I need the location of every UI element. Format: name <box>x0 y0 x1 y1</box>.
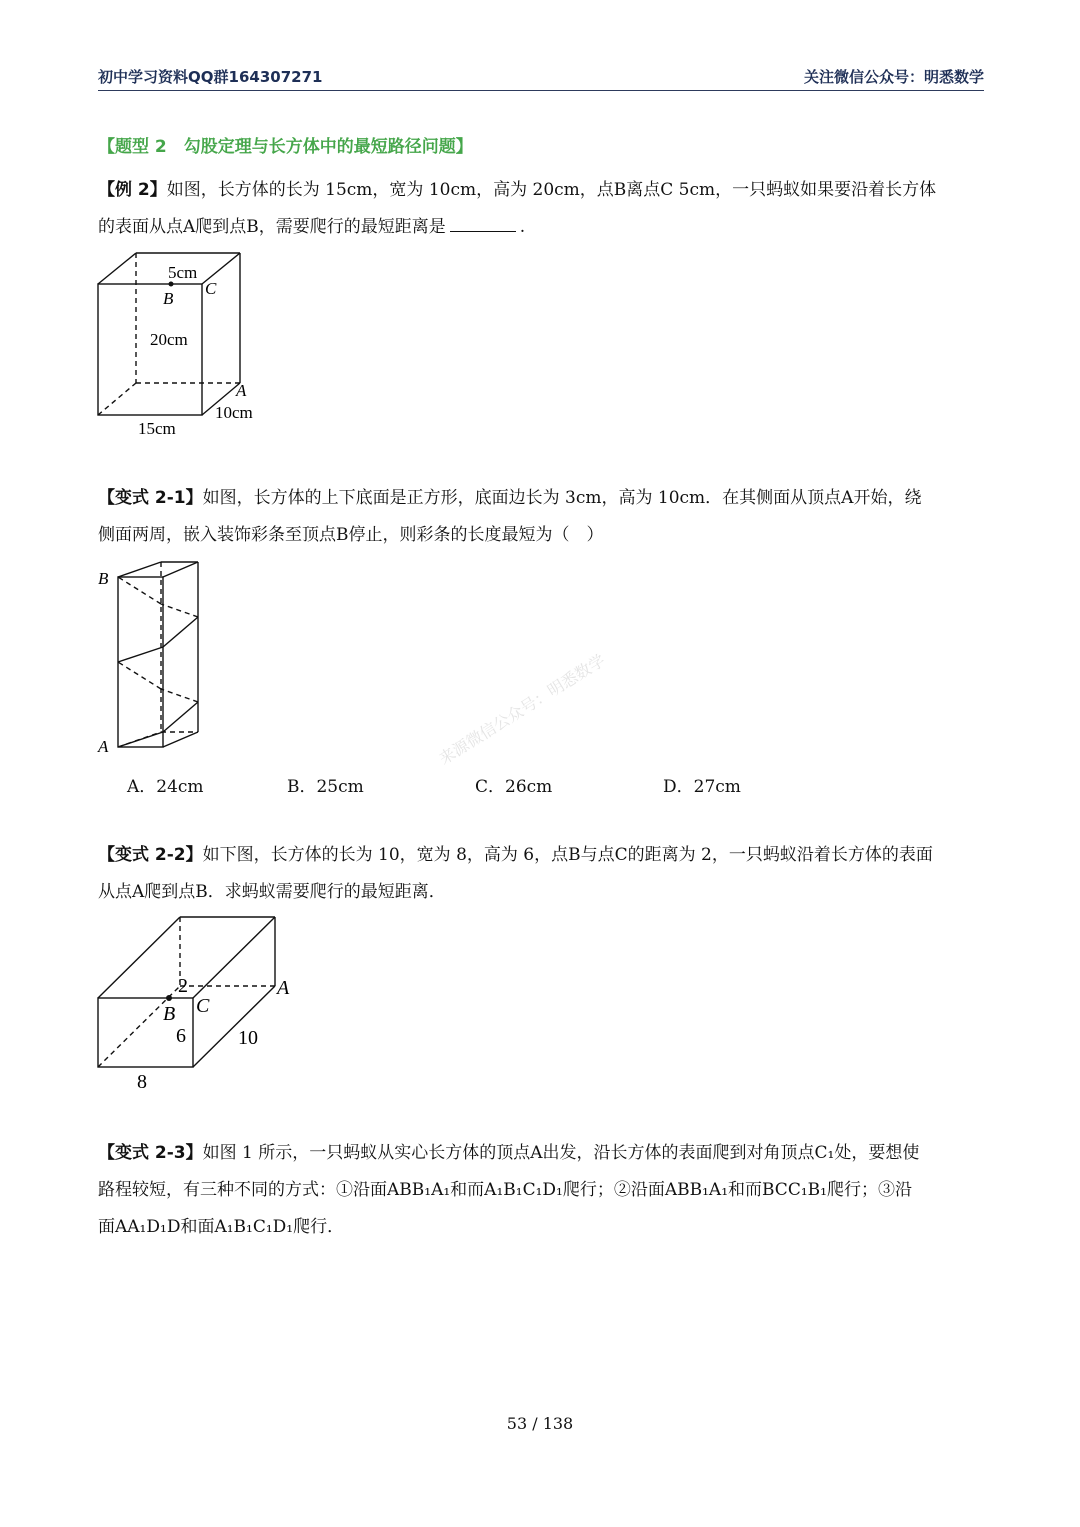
variant-2-3-tag: 【变式 2-3】 <box>98 1143 203 1163</box>
variant-2-3-line3: 面AA₁D₁D和面A₁B₁C₁D₁爬行． <box>98 1217 345 1237</box>
label-10: 10 <box>238 1027 258 1049</box>
variant-2-2 <box>98 837 986 911</box>
option-a: A．24cm <box>127 777 204 797</box>
label-point-b: B <box>163 1003 176 1025</box>
variant-2-2-tag: 【变式 2-2】 <box>98 845 203 865</box>
label-length: 15cm <box>138 419 176 438</box>
header-right: 关注微信公众号：明悉数学 <box>803 68 984 86</box>
label-point-c: C <box>205 279 217 298</box>
label-point-c: C <box>196 995 210 1017</box>
variant-2-2-line1: 如下图，长方体的长为 10，宽为 8，高为 6，点B与点C的距离为 2，一只蚂蚁沿着长方体的表面 <box>202 845 933 865</box>
option-c: C．26cm <box>475 777 553 797</box>
label-point-a: A <box>277 977 290 999</box>
option-b: B．25cm <box>287 777 364 797</box>
variant-2-1-line2: 侧面两周，嵌入装饰彩条至顶点B停止，则彩条的长度最短为（ ） <box>98 525 604 545</box>
variant-2-2-line2: 从点A爬到点B．求蚂蚁需要爬行的最短距离． <box>98 882 446 902</box>
header-rule <box>98 90 984 91</box>
example-2-line1: 如图，长方体的长为 15cm，宽为 10cm，高为 20cm，点B离点C 5cm，一只蚂蚁如果要沿着长方体 <box>166 180 937 200</box>
variant-2-1 <box>98 480 986 554</box>
watermark: 来源微信公众号：明悉数学 <box>435 650 609 769</box>
figure-cuboid-1 <box>90 248 290 440</box>
variant-2-3-line2: 路程较短，有三种不同的方式：①沿面ABB₁A₁和而A₁B₁C₁D₁爬行；②沿面ABB₁A₁和而BCC₁B₁爬行；③沿 <box>98 1180 912 1200</box>
label-width: 10cm <box>215 403 253 422</box>
label-8: 8 <box>137 1071 147 1093</box>
header-left: 初中学习资料QQ群164307271 <box>98 68 323 86</box>
option-d: D．27cm <box>663 777 741 797</box>
variant-2-3 <box>98 1135 986 1246</box>
label-point-b: B <box>163 289 174 308</box>
label-point-b: B <box>98 569 109 588</box>
label-point-a: A <box>98 737 109 756</box>
example-2-line2: 的表面从点A爬到点B，需要爬行的最短距离是 <box>98 217 446 237</box>
page-number: 53 / 138 <box>506 1414 574 1433</box>
label-point-a: A <box>236 381 247 400</box>
label-2: 2 <box>178 975 188 997</box>
figure-prism-spiral <box>92 556 212 756</box>
example-2-tag: 【例 2】 <box>98 180 167 200</box>
label-6: 6 <box>176 1025 186 1047</box>
page-header <box>98 66 984 90</box>
label-height: 20cm <box>150 330 188 349</box>
label-5cm: 5cm <box>168 263 198 282</box>
variant-2-3-line1: 如图 1 所示，一只蚂蚁从实心长方体的顶点A出发，沿长方体的表面爬到对角顶点C₁处，要想使 <box>202 1143 920 1163</box>
section-title: 【题型 2 勾股定理与长方体中的最短路径问题】 <box>98 137 473 157</box>
figure-cuboid-2 <box>90 910 310 1095</box>
variant-2-1-line1: 如图，长方体的上下底面是正方形，底面边长为 3cm，高为 10cm．在其侧面从顶点A开始，绕 <box>202 488 922 508</box>
example-2-period: . <box>519 217 526 237</box>
variant-2-1-tag: 【变式 2-1】 <box>98 488 203 508</box>
example-2 <box>98 172 986 246</box>
answer-blank <box>450 217 516 232</box>
